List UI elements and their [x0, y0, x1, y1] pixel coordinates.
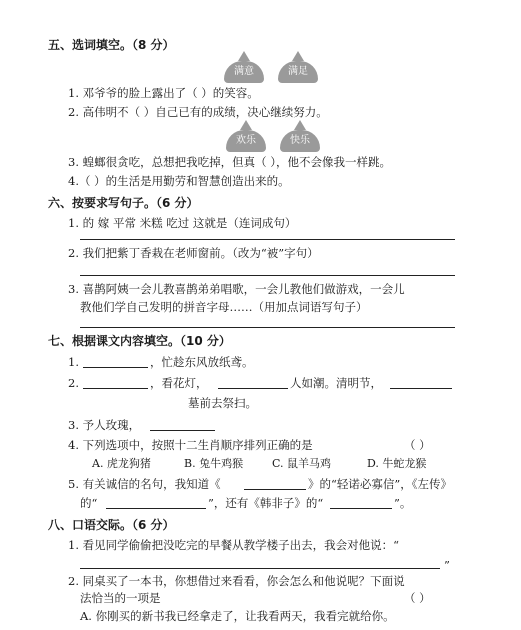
- s6-q2: 2. 我们把紫丁香栽在老师窗前。（改为“被”字句）: [68, 246, 319, 260]
- s5-q2: 2. 高伟明不（ ）自己已有的成绩，决心继续努力。: [68, 105, 328, 119]
- section5-title: 五、选词填空。（8 分）: [48, 38, 175, 52]
- fill-blank: [330, 508, 392, 509]
- s7-q5c: 的“: [80, 496, 98, 510]
- section7-title: 七、根据课文内容填空。（10 分）: [48, 334, 231, 348]
- fill-blank: [218, 388, 288, 389]
- s5-q1: 1. 邓爷爷的脸上露出了（ ）的笑容。: [68, 86, 259, 100]
- answer-line: [80, 275, 455, 276]
- s8-q2a: 2. 同桌买了一本书，你想借过来看看，你会怎么和他说呢？下面说: [68, 574, 405, 588]
- s7-q2-line2: 墓前去祭扫。: [188, 396, 257, 410]
- s7-q2-num: 2.: [68, 376, 79, 390]
- answer-line: [80, 327, 455, 328]
- fill-blank: [83, 367, 148, 368]
- s8-q1: 1. 看见同学偷偷把没吃完的早餐从教学楼子出去，我会对他说：“: [68, 538, 400, 552]
- s7-q2-end: 人如潮。清明节，: [290, 376, 382, 390]
- s7-q2-mid: ，看花灯，: [150, 376, 208, 390]
- s6-q3b: 教他们学自己发明的拼音字母……（用加点词语写句子）: [80, 300, 368, 314]
- answer-line: [80, 239, 455, 240]
- s6-q3a: 3. 喜鹊阿姨一会儿教喜鹊弟弟唱歌，一会儿教他们做游戏，一会儿: [68, 282, 405, 296]
- s7-q5b: 》的“轻诺必寡信”，《左传》: [308, 477, 453, 491]
- s7-q5a: 5. 有关诚信的名句，我知道《: [68, 477, 221, 491]
- s5-q4: 4.（ ）的生活是用勤劳和智慧创造出来的。: [68, 174, 290, 188]
- fill-blank: [244, 489, 306, 490]
- section6-title: 六、按要求写句子。（6 分）: [48, 196, 199, 210]
- word-badge-4: 快乐: [280, 130, 320, 152]
- s5-q3: 3. 蝗螂很贪吃，总想把我吃掉，但真（ ），他不会像我一样跳。: [68, 155, 392, 169]
- option-c: C. 鼠羊马鸡: [272, 457, 332, 470]
- word-badge-3: 欢乐: [226, 130, 266, 152]
- fill-blank: [390, 388, 452, 389]
- option-b: B. 兔牛鸡猴: [184, 457, 244, 470]
- s7-q4: 4. 下列选项中，按照十二生肖顺序排列正确的是: [68, 438, 313, 452]
- s7-q5e: ”。: [394, 496, 412, 510]
- s7-q1-num: 1.: [68, 355, 79, 369]
- fill-blank: [150, 430, 215, 431]
- fill-blank: [83, 388, 148, 389]
- option-a: A. 虎龙狗猪: [92, 457, 151, 470]
- s6-q1: 1. 的 嫁 平常 米糕 吃过 这就是（连词成句）: [68, 216, 297, 230]
- s8-q2-option-a: A. 你刚买的新书我已经拿走了，让我看两天，我看完就给你。: [80, 609, 395, 623]
- word-badge-1: 满意: [224, 61, 264, 83]
- s8-q2b: 法恰当的一项是: [80, 591, 161, 605]
- option-d: D. 牛蛇龙猴: [367, 457, 427, 470]
- s7-q3: 3. 予人玫瑰，: [68, 418, 141, 432]
- fill-blank: [106, 508, 206, 509]
- s7-q5d: ”，还有《韩非子》的“: [208, 496, 324, 510]
- s7-q1: ，忙趁东风放纸鸢。: [150, 355, 254, 369]
- answer-line: [80, 568, 440, 569]
- answer-parentheses: （ ）: [404, 438, 431, 452]
- answer-parentheses: （ ）: [404, 591, 431, 605]
- section8-title: 八、口语交际。（6 分）: [48, 518, 175, 532]
- word-badge-2: 满足: [278, 61, 318, 83]
- s8-q1-end: ”: [444, 558, 450, 572]
